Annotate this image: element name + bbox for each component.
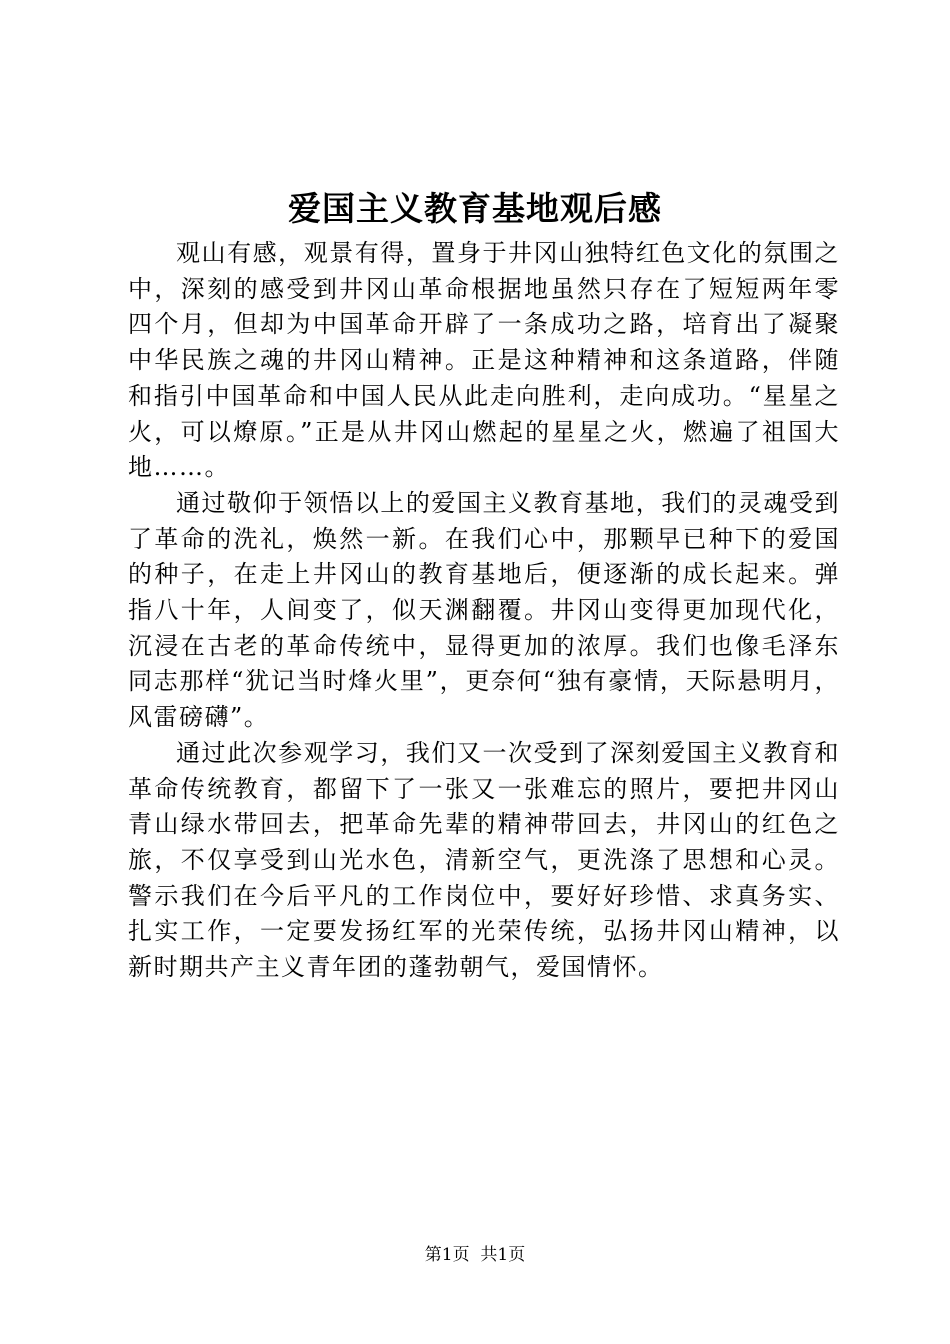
page-total: 共1页 — [480, 1245, 526, 1265]
document-body — [128, 236, 840, 986]
page-number: 第1页 — [424, 1245, 470, 1265]
paragraph-1: 观山有感，观景有得，置身于井冈山独特红色文化的氛围之中，深刻的感受到井冈山革命根据地虽然只存在了短短两年零四个月，但却为中国革命开辟了一条成功之路，培育出了凝聚中华民族之魂的井冈山精神。正是这种精神和这条道路，伴随和指引中国革命和中国人民从此走向胜利，走向成功。“星星之火，可以燎原。”正是从井冈山燃起的星星之火，燃遍了祖国大地……。 — [128, 239, 840, 482]
paragraph-3: 通过此次参观学习，我们又一次受到了深刻爱国主义教育和革命传统教育，都留下了一张又一张难忘的照片，要把井冈山青山绿水带回去，把革命先辈的精神带回去，井冈山的红色之旅，不仅享受到山光水色，清新空气，更洗涤了思想和心灵。警示我们在今后平凡的工作岗位中，要好好珍惜、求真务实、扎实工作，一定要发扬红军的光荣传统，弘扬井冈山精神，以新时期共产主义青年团的蓬勃朝气，爱国情怀。 — [128, 738, 840, 982]
paragraph-2: 通过敬仰于领悟以上的爱国主义教育基地，我们的灵魂受到了革命的洗礼，焕然一新。在我们心中，那颗早已种下的爱国的种子，在走上井冈山的教育基地后，便逐渐的成长起来。弹指八十年，人间变了，似天渊翻覆。井冈山变得更加现代化，沉浸在古老的革命传统中，显得更加的浓厚。我们也像毛泽东同志那样“犹记当时烽火里”，更奈何“独有豪情，天际悬明月，风雷磅礴”。 — [128, 488, 840, 732]
footer-spacer — [470, 1245, 481, 1265]
page-footer — [0, 1243, 950, 1267]
document-title: 爱国主义教育基地观后感 — [288, 189, 662, 228]
